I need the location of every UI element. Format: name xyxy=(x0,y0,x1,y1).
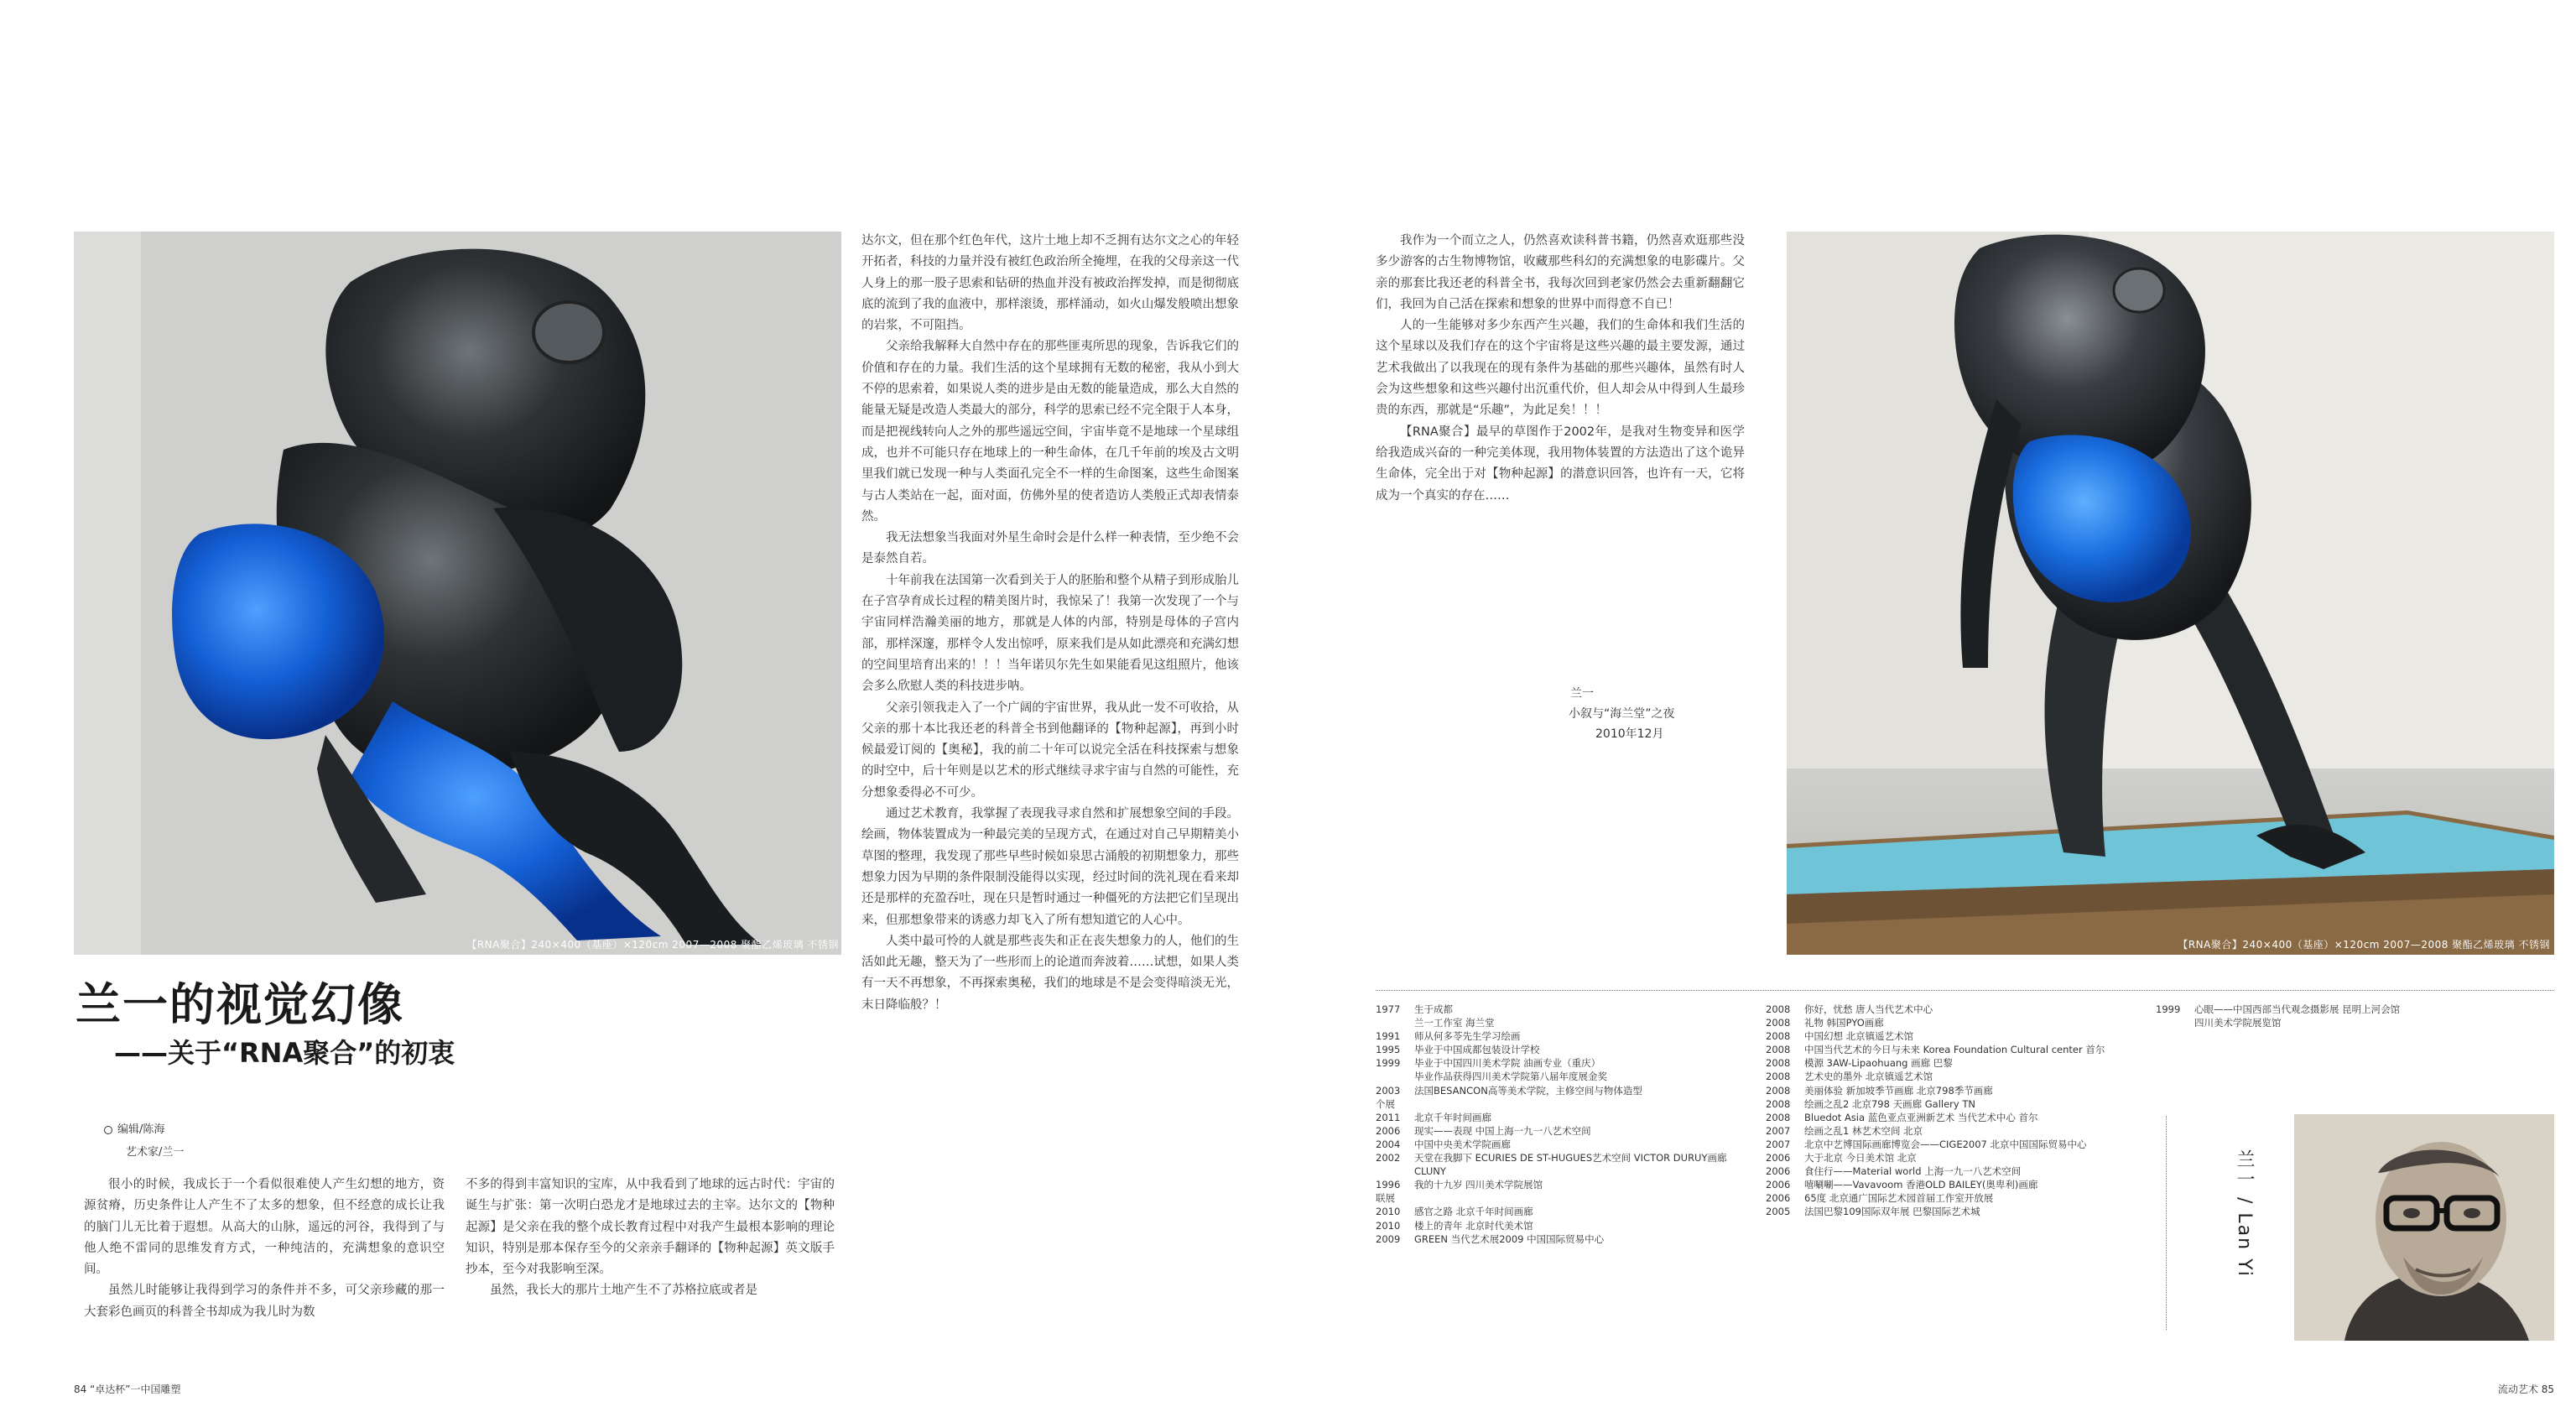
cv-section-heading: 个展 xyxy=(1376,1097,1395,1110)
sculpture-figure-left xyxy=(74,232,841,955)
cv-entry: 2002 天堂在我脚下 ECURIES DE ST-HUGUES艺术空间 VICTOR DURUY画廊 CLUNY xyxy=(1376,1152,1727,1178)
cv-entry: 2008 礼物 韩国PYO画廊 xyxy=(1766,1017,1884,1029)
artist-portrait xyxy=(2294,1114,2554,1341)
cv-entry: 1977 生于成都 xyxy=(1376,1003,1453,1015)
paragraph: 父亲引领我走入了一个广阔的宇宙世界，我从此一发不可收拾，从父亲的那十本比我还老的科普全书到他翻译的【物种起源】，再到小时候最爱订阅的【奥秘】，我的前二十年可以说完全活在科技探索与想象的时空中，后十年则是以艺术的形式继续寻求宇宙与自然的可能性，充分想象委得必不可少。 xyxy=(861,701,1239,800)
portrait-figure xyxy=(2294,1114,2554,1341)
cv-entry: 2006 65度 北京通广国际艺术园首届工作室开放展 xyxy=(1766,1192,1994,1205)
cv-entry: 2008 绘画之乱2 北京798 天画廊 Gallery TN xyxy=(1766,1097,1975,1110)
cv-column-2 xyxy=(1766,1003,2135,1219)
right-body-column xyxy=(1376,231,1745,507)
cv-entry: 2008 中国当代艺术的今日与未来 Korea Foundation Cultural center 首尔 xyxy=(1766,1044,2105,1056)
paragraph: 虽然，我长大的那片土地产生不了苏格拉底或者是 xyxy=(490,1284,757,1298)
paragraph: 我作为一个而立之人，仍然喜欢读科普书籍，仍然喜欢逛那些没多少游客的古生物博物馆，收藏那些科幻的充满想象的电影碟片。父亲的那套比我还老的科普全书，我每次回到老家仍然会去重新翻翻它们，我回为自己活在探索和想象的世界中而得意不自已！ xyxy=(1376,234,1745,311)
cv-column-3 xyxy=(2156,1003,2407,1029)
divider-vertical-dotted xyxy=(2166,1116,2167,1330)
cv-entry: 2006 大于北京 今日美术馆 北京 xyxy=(1766,1152,1917,1165)
cv-entry: 2005 法国巴黎109国际双年展 巴黎国际艺术城 xyxy=(1766,1206,1980,1218)
paragraph: 通过艺术教育，我掌握了表现我寻求自然和扩展想象空间的手段。绘画，物体装置成为一种最完美的呈现方式，在通过对自己早期精美小草图的整理，我发现了那些早些时候如泉思古涌般的初期想象力，那些想象力因为早期的条件限制没能得以实现，经过时间的洗礼现在看来却还是那样的充盈吞吐，现在只是暂时通过一种僵死的方法把它们呈现出来，但那想象带来的诱惑力却飞入了所有想知道它的人心中。 xyxy=(861,807,1239,927)
sculpture-photo-left xyxy=(74,232,841,955)
cv-entry: 2010 感官之路 北京千年时间画廊 xyxy=(1376,1206,1533,1218)
cv-entry: 2009 GREEN 当代艺术展2009 中国国际贸易中心 xyxy=(1376,1232,1605,1245)
cv-entry: 2003 法国BESANCON高等美术学院，主修空间与物体造型 xyxy=(1376,1084,1642,1097)
body-column-3 xyxy=(861,231,1239,1016)
cv-entry: 1996 我的十九岁 四川美术学院展馆 xyxy=(1376,1179,1543,1191)
cv-entry: 2011 北京千年时间画廊 xyxy=(1376,1111,1491,1123)
paragraph: 父亲给我解释大自然中存在的那些匪夷所思的现象，告诉我它们的价值和存在的力量。我们生活的这个星球拥有无数的秘密，我从小到大不停的思索着，如果说人类的进步是由无数的能量造成，那么大自然的能量无疑是改造人类最大的部分，科学的思索已经不完全限于人本身，而是把视线转向人之外的那些遥远空间，宇宙毕竟不是地球一个星球组成，也并不可能只存在地球上的一种生命体，在几千年前的埃及古文明里我们就已发现一种与人类面孔完全不一样的生命图案，这些生命图案与古人类站在一起，面对面，仿佛外星的使者造访人类般正式却表情泰然。 xyxy=(861,340,1239,524)
cv-entry: 2008 艺术史的墨外 北京镇遥艺术馆 xyxy=(1766,1071,1933,1083)
cv-entry: 2008 你好，忧愁 唐人当代艺术中心 xyxy=(1766,1003,1933,1015)
editor-label: 编辑/陈海 xyxy=(117,1123,165,1136)
cv-entry: 1991 师从何多苓先生学习绘画 xyxy=(1376,1030,1521,1043)
signoff-place: 小叙与“海兰堂”之夜 xyxy=(1569,707,1675,721)
signoff-author: 兰一 xyxy=(1570,687,1594,701)
paragraph: 不多的得到丰富知识的宝库，从中我看到了地球的远古时代：宇宙的诞生与扩张：第一次明白恐龙才是地球过去的主宰。达尔文的【物种起源】是父亲在我的整个成长教育过程中对我产生最根本影响的理论知识，特别是那本保存至今的父亲亲手翻译的【物种起源】英文版手抄本，至今对我影响至深。 xyxy=(466,1178,835,1277)
photo-caption-left: 【RNA聚合】240×400（基座）×120cm 2007—2008 聚酯乙烯玻璃 不锈钢 xyxy=(466,939,839,951)
cv-entry: 2007 北京中艺博国际画廊博览会——CIGE2007 北京中国国际贸易中心 xyxy=(1766,1138,2087,1150)
sculpture-photo-right xyxy=(1787,232,2554,955)
signoff-date: 2010年12月 xyxy=(1595,727,1664,741)
cv-entry: 2007 绘画之乱1 林艺术空间 北京 xyxy=(1766,1124,1923,1137)
paragraph: 虽然儿时能够让我得到学习的条件并不多，可父亲珍藏的那一大套彩色画页的科普全书却成为我儿时为数 xyxy=(84,1284,445,1319)
signoff-block xyxy=(1569,684,1703,744)
cv-section-heading: 联展 xyxy=(1376,1192,1395,1205)
paragraph: 人的一生能够对多少东西产生兴趣，我们的生命体和我们生活的这个星球以及我们存在的这个宇宙将是这些兴趣的最主要发源，通过艺术我做出了以我现在的现有条件为基础的那些兴趣体，虽然有时人会为这些想象和这些兴趣付出沉重代价，但人却会从中得到人生最珍贵的东西，那就是“乐趣”，为此足矣！！！ xyxy=(1376,319,1745,418)
editor-credit xyxy=(104,1120,164,1136)
paragraph: 很小的时候，我成长于一个看似很难使人产生幻想的地方，资源贫瘠，历史条件让人产生不了太多的想象，但不经意的成长让我的脑门儿无比着于遐想。从高大的山脉，遥远的河谷，我得到了与他人绝不雷同的思维发育方式，一种纯洁的，充满想象的意识空间。 xyxy=(84,1178,445,1277)
page-footer-right: 流动艺术 85 xyxy=(2497,1383,2554,1395)
cv-entry: 毕业作品获得四川美术学院第八届年度展金奖 xyxy=(1414,1071,1607,1083)
cv-entry: 2006 现实——表现 中国上海一九一八艺术空间 xyxy=(1376,1124,1591,1137)
cv-entry: 2008 美丽体验 新加坡季节画廊 北京798季节画廊 xyxy=(1766,1084,1993,1097)
article-title: 兰一的视觉幻像 xyxy=(75,978,404,1031)
body-column-1 xyxy=(84,1175,445,1323)
artist-credit: 艺术家/兰一 xyxy=(126,1146,185,1159)
photo-caption-right: 【RNA聚合】240×400（基座）×120cm 2007—2008 聚酯乙烯玻璃 不锈钢 xyxy=(2178,939,2550,951)
cv-entry: 兰一工作室 海兰堂 xyxy=(1414,1017,1495,1029)
paragraph: 人类中最可怜的人就是那些丧失和正在丧失想象力的人，他们的生活如此无趣，整天为了一些形而上的论道而奔波着……试想，如果人类有一天不再想象，不再探索奥秘，我们的地球是不是会变得暗淡无光，末日降临般？！ xyxy=(861,934,1239,1012)
article-subtitle: ——关于“RNA聚合”的初衷 xyxy=(114,1037,455,1069)
paragraph: 我无法想象当我面对外星生命时会是什么样一种表情，至少绝不会是泰然自若。 xyxy=(861,531,1239,566)
cv-entry: 2006 嘻唰唰——Vavavoom 香港OLD BAILEY(奥卑利)画廊 xyxy=(1766,1179,2038,1191)
sculpture-figure-right xyxy=(1787,232,2554,955)
cv-entry: 1999 毕业于中国四川美术学院 油画专业（重庆） xyxy=(1376,1057,1601,1070)
cv-entry: 1999 心眼——中国西部当代观念摄影展 昆明上河会馆 四川美术学院展览馆 xyxy=(2156,1003,2401,1029)
divider-dotted xyxy=(1376,990,2554,991)
cv-entry: 2010 楼上的青年 北京时代美术馆 xyxy=(1376,1219,1533,1232)
cv-entry: 2004 中国中央美术学院画廊 xyxy=(1376,1138,1511,1150)
body-column-2 xyxy=(466,1175,835,1302)
page-footer-left: 84 “卓达杯”一中国雕塑 xyxy=(74,1383,181,1395)
artist-name-vertical: 兰一 / Lan Yi xyxy=(2234,1149,2255,1278)
cv-entry: 2008 中国幻想 北京镇遥艺术馆 xyxy=(1766,1030,1914,1043)
cv-entry: 2006 食住行——Material world 上海一九一八艺术空间 xyxy=(1766,1165,2022,1178)
cv-entry: 2008 Bluedot Asia 蓝色亚点亚洲新艺术 当代艺术中心 首尔 xyxy=(1766,1111,2038,1123)
cv-entry: 1995 毕业于中国成都包装设计学校 xyxy=(1376,1044,1540,1056)
bullet-circle-icon xyxy=(104,1126,112,1134)
paragraph: 十年前我在法国第一次看到关于人的胚胎和整个从精子到形成胎儿在子宫孕育成长过程的精美图片时，我惊呆了！我第一次发现了一个与宇宙同样浩瀚美丽的地方，那就是人体的内部，特别是母体的子宫内部，那样深邃，那样令人发出惊呼，原来我们是从如此漂亮和充满幻想的空间里培育出来的！！！当年诺贝尔先生如果能看见这组照片，他该会多么欣慰人类的科技进步呐。 xyxy=(861,573,1239,694)
cv-column-1 xyxy=(1376,1003,1736,1246)
cv-entry: 2008 模源 3AW-Lipaohuang 画廊 巴黎 xyxy=(1766,1057,1953,1070)
paragraph: 【RNA聚合】最早的草图作于2002年，是我对生物变异和医学给我造成兴奋的一种完美体现，我用物体装置的方法造出了这个诡异生命体，完全出于对【物种起源】的潜意识回答，也许有一天，它将成为一个真实的存在…… xyxy=(1376,425,1745,503)
paragraph: 达尔文，但在那个红色年代，这片土地上却不乏拥有达尔文之心的年轻开拓者，科技的力量并没有被红色政治所全掩埋，在我的父母亲这一代人身上的那一股子思索和钻研的热血并没有被政治挥发掉，而是彻彻底底的流到了我的血液中，那样滚烫，那样涌动，如火山爆发般喷出想象的岩浆，不可阻挡。 xyxy=(861,234,1239,333)
